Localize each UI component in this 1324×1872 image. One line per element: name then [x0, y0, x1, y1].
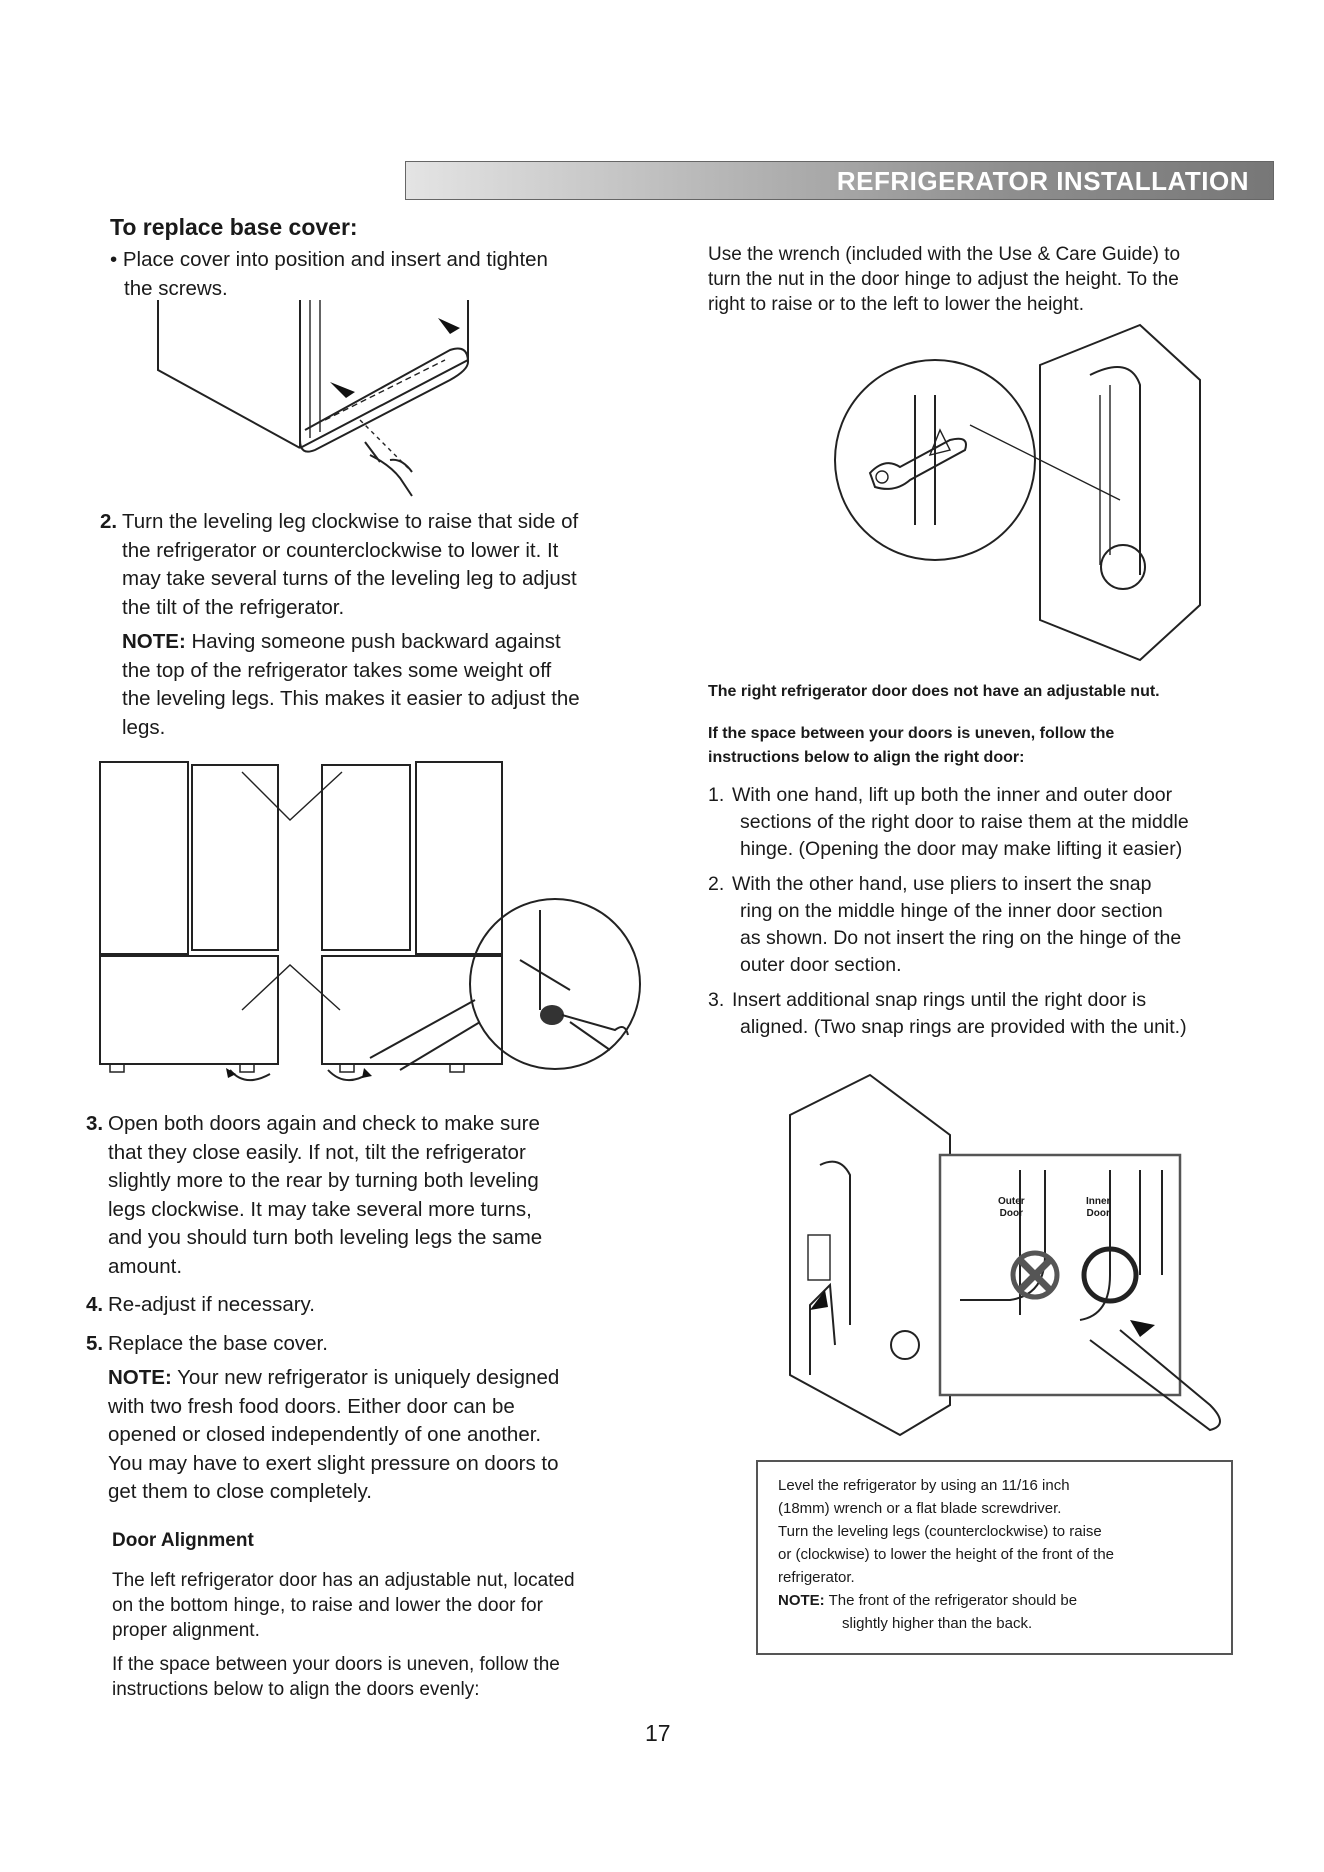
para-line: on the bottom hinge, to raise and lower the door for — [112, 1595, 543, 1616]
caption-line: refrigerator. — [778, 1569, 855, 1586]
step-2-line: may take several turns of the leveling leg to adjust — [122, 567, 577, 590]
note-label: NOTE: — [122, 630, 186, 653]
step-line: With the other hand, use pliers to insert the snap — [732, 873, 1152, 895]
step-line: With one hand, lift up both the inner and outer door — [732, 784, 1173, 806]
para-line: instructions below to align the right door: — [708, 749, 1025, 766]
caption-line: Level the refrigerator by using an 11/16 inch — [778, 1477, 1070, 1494]
door-alignment-heading: Door Alignment — [112, 1530, 254, 1551]
step-5-text: Replace the base cover. — [108, 1331, 328, 1355]
note-line: the top of the refrigerator takes some weight off — [122, 658, 552, 682]
step-number: 3. — [708, 989, 725, 1011]
right-step-2 — [708, 871, 1292, 979]
step-3-line: Open both doors again and check to make sure — [108, 1112, 540, 1135]
right-step-1 — [708, 782, 1292, 863]
para-line: If the space between your doors is uneven, follow the — [708, 725, 1115, 742]
base-cover-instructions — [110, 246, 548, 303]
snap-ring-illustration — [790, 1075, 1230, 1445]
right-door-steps — [708, 782, 1292, 1041]
page-number: 17 — [645, 1720, 671, 1746]
caption-note-label: NOTE: — [778, 1592, 825, 1609]
label-line: Door — [999, 1208, 1023, 1219]
base-cover-bullet: • Place cover into position and insert and tighten — [110, 248, 548, 271]
para-line: proper alignment. — [112, 1620, 260, 1641]
step-2-line: Turn the leveling leg clockwise to raise that side of — [122, 510, 579, 533]
step-3-line: that they close easily. If not, tilt the refrigerator — [108, 1140, 526, 1164]
base-cover-bullet-cont: the screws. — [124, 276, 228, 300]
label-line: Outer — [998, 1196, 1025, 1207]
note-line: Your new refrigerator is uniquely designed — [171, 1366, 560, 1389]
step-3-line: and you should turn both leveling legs the same — [108, 1226, 543, 1249]
base-cover-heading: To replace base cover: — [110, 214, 358, 240]
step-2-line: the tilt of the refrigerator. — [122, 595, 345, 619]
note-line: the leveling legs. This makes it easier to adjust the — [122, 687, 580, 710]
door-alignment-para-1 — [112, 1568, 692, 1643]
step-4-number: 4. — [86, 1293, 104, 1316]
step-line: sections of the right door to raise them at the middle — [740, 811, 1189, 833]
outer-door-label — [998, 1196, 1025, 1220]
step-3-line: slightly more to the rear by turning both leveling — [108, 1169, 539, 1192]
note-line: get them to close completely. — [108, 1480, 372, 1503]
note-line: with two fresh food doors. Either door can be — [108, 1394, 515, 1418]
right-step-3 — [708, 987, 1292, 1041]
right-door-note: The right refrigerator door does not have an adjustable nut. — [708, 683, 1160, 700]
step-2-line: the refrigerator or counterclockwise to lower it. It — [122, 538, 559, 562]
step-line: ring on the middle hinge of the inner door section — [740, 900, 1163, 922]
note-line: You may have to exert slight pressure on doors to — [108, 1451, 559, 1475]
hinge-wrench-illustration — [840, 325, 1260, 675]
note-line: Having someone push backward against — [185, 630, 561, 653]
note-line: legs. — [122, 715, 166, 739]
label-line: Inner — [1086, 1196, 1111, 1207]
step-number: 2. — [708, 873, 725, 895]
caption-line: or (clockwise) to lower the height of the front of the — [778, 1546, 1114, 1563]
section-title: REFRIGERATOR INSTALLATION — [836, 166, 1249, 196]
note-label: NOTE: — [108, 1366, 172, 1389]
note-line: opened or closed independently of one another. — [108, 1423, 542, 1446]
base-cover-illustration — [150, 300, 480, 500]
step-2 — [100, 508, 662, 742]
step-4-text: Re-adjust if necessary. — [108, 1293, 315, 1316]
right-door-intro — [708, 722, 1114, 770]
step-line: as shown. Do not insert the ring on the hinge of the — [740, 927, 1182, 949]
para-line: If the space between your doors is uneven, follow the — [112, 1654, 560, 1675]
caption-line: (18mm) wrench or a flat blade screwdriver. — [778, 1500, 1062, 1517]
step-3-line: amount. — [108, 1254, 183, 1278]
steps-3-5 — [86, 1110, 668, 1507]
step-line: aligned. (Two snap rings are provided with the unit.) — [740, 1016, 1187, 1038]
step-3-line: legs clockwise. It may take several more turns, — [108, 1197, 532, 1221]
step-line: hinge. (Opening the door may make lifting it easier) — [740, 838, 1183, 860]
inner-door-label — [1086, 1196, 1110, 1220]
label-line: Door — [1086, 1208, 1110, 1219]
step-3-number: 3. — [86, 1112, 104, 1135]
leveling-legs-illustration — [100, 760, 650, 1090]
step-2-number: 2. — [100, 510, 118, 533]
door-alignment-para-2 — [112, 1652, 692, 1702]
para-line: Use the wrench (included with the Use & Care Guide) to — [708, 244, 1181, 265]
step-line: Insert additional snap rings until the right door is — [732, 989, 1147, 1011]
para-line: instructions below to align the doors evenly: — [112, 1679, 480, 1700]
para-line: right to raise or to the left to lower the height. — [708, 294, 1084, 315]
leveling-caption-box — [756, 1460, 1233, 1655]
para-line: turn the nut in the door hinge to adjust the height. To the — [708, 269, 1179, 290]
caption-note-text: slightly higher than the back. — [842, 1615, 1033, 1632]
step-number: 1. — [708, 784, 725, 806]
step-5-number: 5. — [86, 1331, 104, 1355]
step-line: outer door section. — [740, 954, 902, 976]
caption-line: Turn the leveling legs (counterclockwise) to raise — [778, 1523, 1102, 1540]
wrench-paragraph — [708, 242, 1288, 317]
section-header-bar — [405, 161, 1274, 200]
caption-note-text: The front of the refrigerator should be — [824, 1592, 1078, 1609]
para-line: The left refrigerator door has an adjustable nut, located — [112, 1570, 575, 1591]
